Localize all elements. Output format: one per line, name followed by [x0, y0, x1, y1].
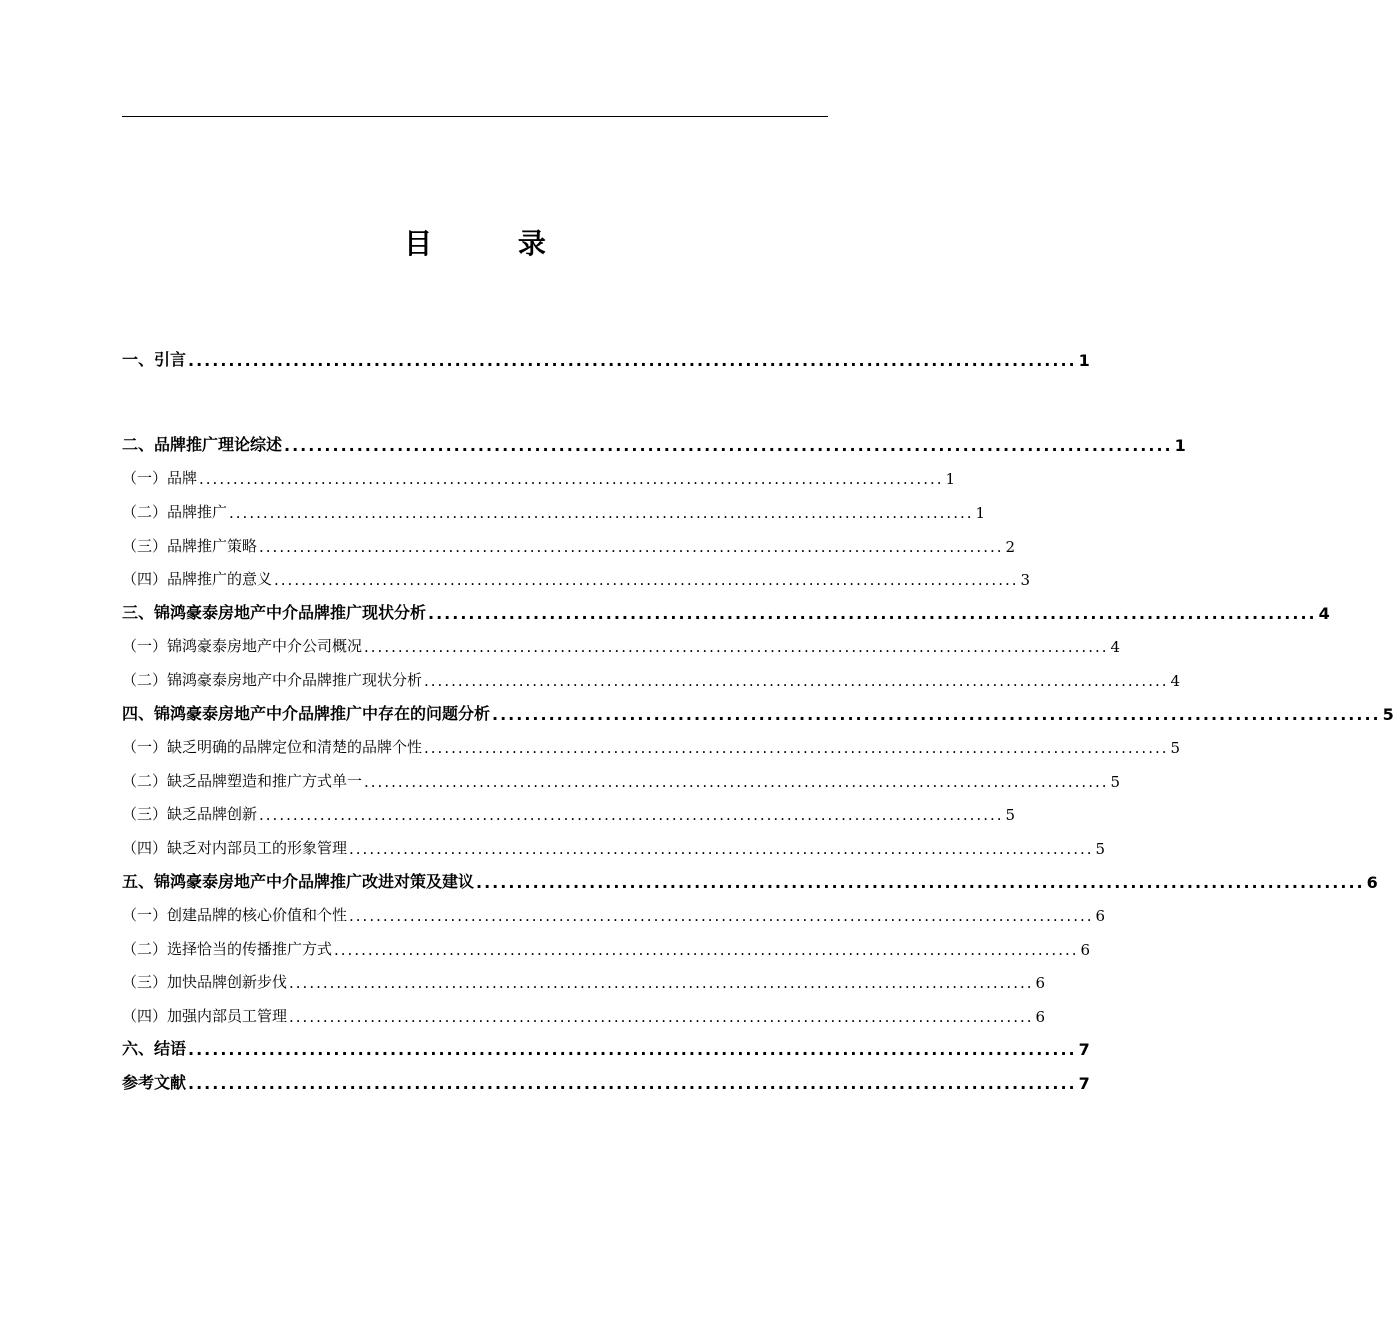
toc-entry-page: 1 — [1174, 436, 1186, 455]
toc-entry-label: （一）品牌 — [122, 469, 198, 487]
dot-leader: .............................................................................................................. — [188, 1074, 1077, 1093]
toc-entry-page: 7 — [1078, 1040, 1090, 1059]
dot-leader: .............................................................................................................. — [289, 974, 1034, 992]
toc-entry-label: 参考文献 — [122, 1073, 187, 1092]
toc-entry-page: 4 — [1318, 604, 1330, 623]
toc-entry-label: （一）锦鸿豪泰房地产中介公司概况 — [122, 637, 363, 655]
toc-entry-page: 2 — [1005, 538, 1016, 556]
toc-entry-page: 1 — [1078, 351, 1090, 370]
dot-leader: .............................................................................................................. — [424, 739, 1169, 757]
toc-entry[interactable] — [122, 348, 1090, 370]
toc-entry-label: （二）缺乏品牌塑造和推广方式单一 — [122, 772, 363, 790]
toc-entry-label: （二）锦鸿豪泰房地产中介品牌推广现状分析 — [122, 671, 423, 689]
dot-leader: .............................................................................................................. — [349, 840, 1094, 858]
toc-entry-page: 3 — [1020, 571, 1031, 589]
toc-entry[interactable] — [122, 735, 1181, 757]
toc-entry[interactable] — [122, 702, 1394, 724]
dot-leader: .............................................................................................................. — [334, 941, 1079, 959]
toc-entry-label: （三）品牌推广策略 — [122, 537, 258, 555]
toc-entry[interactable] — [122, 836, 1106, 858]
toc-entry-page: 6 — [1035, 1008, 1046, 1026]
table-of-contents — [122, 0, 1394, 1344]
toc-entry[interactable] — [122, 601, 1330, 623]
dot-leader: .............................................................................................................. — [476, 873, 1365, 892]
dot-leader: .............................................................................................................. — [424, 672, 1169, 690]
dot-leader: .............................................................................................................. — [188, 351, 1077, 370]
toc-entry[interactable] — [122, 802, 1016, 824]
toc-entry-page: 1 — [945, 470, 956, 488]
dot-leader: .............................................................................................................. — [289, 1008, 1034, 1026]
toc-entry-page: 6 — [1095, 907, 1106, 925]
dot-leader: .............................................................................................................. — [364, 638, 1109, 656]
toc-entry[interactable] — [122, 937, 1091, 959]
toc-entry-label: （四）品牌推广的意义 — [122, 570, 273, 588]
dot-leader: .............................................................................................................. — [349, 907, 1094, 925]
toc-entry[interactable] — [122, 769, 1121, 791]
dot-leader: .............................................................................................................. — [274, 571, 1019, 589]
dot-leader: .............................................................................................................. — [259, 538, 1004, 556]
toc-entry-page: 5 — [1110, 773, 1121, 791]
toc-entry-label: （一）创建品牌的核心价值和个性 — [122, 906, 348, 924]
dot-leader: .............................................................................................................. — [259, 806, 1004, 824]
toc-entry-label: （四）加强内部员工管理 — [122, 1007, 288, 1025]
toc-entry-page: 6 — [1080, 941, 1091, 959]
toc-entry[interactable] — [122, 634, 1121, 656]
toc-entry[interactable] — [122, 870, 1378, 892]
toc-entry-label: （四）缺乏对内部员工的形象管理 — [122, 839, 348, 857]
dot-leader: .............................................................................................................. — [492, 705, 1381, 724]
toc-entry-page: 6 — [1035, 974, 1046, 992]
toc-entry-label: （二）品牌推广 — [122, 503, 228, 521]
toc-entry[interactable] — [122, 1037, 1090, 1059]
toc-entry-label: 五、锦鸿豪泰房地产中介品牌推广改进对策及建议 — [122, 872, 475, 891]
toc-entry[interactable] — [122, 668, 1181, 690]
toc-entry-label: （三）加快品牌创新步伐 — [122, 973, 288, 991]
toc-entry-label: 四、锦鸿豪泰房地产中介品牌推广中存在的问题分析 — [122, 704, 491, 723]
toc-entry-page: 5 — [1005, 806, 1016, 824]
toc-entry-label: 二、品牌推广理论综述 — [122, 435, 283, 454]
toc-entry-page: 1 — [975, 504, 986, 522]
toc-entry[interactable] — [122, 970, 1046, 992]
toc-entry-label: 三、锦鸿豪泰房地产中介品牌推广现状分析 — [122, 603, 427, 622]
toc-entry[interactable] — [122, 567, 1031, 589]
toc-entry-page: 5 — [1382, 705, 1394, 724]
toc-entry[interactable] — [122, 903, 1106, 925]
toc-entry-label: 六、结语 — [122, 1039, 187, 1058]
toc-entry-label: 一、引言 — [122, 350, 187, 369]
toc-entry-label: （二）选择恰当的传播推广方式 — [122, 940, 333, 958]
toc-entry-page: 4 — [1110, 638, 1121, 656]
dot-leader: .............................................................................................................. — [428, 604, 1317, 623]
page-title: 目 录 — [404, 227, 584, 260]
toc-entry[interactable] — [122, 466, 956, 488]
dot-leader: .............................................................................................................. — [188, 1040, 1077, 1059]
toc-entry[interactable] — [122, 1004, 1046, 1026]
toc-entry-label: （一）缺乏明确的品牌定位和清楚的品牌个性 — [122, 738, 423, 756]
toc-entry-label: （三）缺乏品牌创新 — [122, 805, 258, 823]
toc-entry[interactable] — [122, 1071, 1090, 1093]
dot-leader: .............................................................................................................. — [364, 773, 1109, 791]
toc-entry-page: 6 — [1366, 873, 1378, 892]
toc-entry-page: 5 — [1170, 739, 1181, 757]
toc-entry-page: 7 — [1078, 1074, 1090, 1093]
dot-leader: .............................................................................................................. — [284, 436, 1173, 455]
dot-leader: .............................................................................................................. — [229, 504, 974, 522]
toc-entry-page: 4 — [1170, 672, 1181, 690]
toc-entry[interactable] — [122, 500, 986, 522]
dot-leader: .............................................................................................................. — [199, 470, 944, 488]
toc-entry-page: 5 — [1095, 840, 1106, 858]
toc-entry[interactable] — [122, 433, 1186, 455]
toc-entry[interactable] — [122, 534, 1016, 556]
